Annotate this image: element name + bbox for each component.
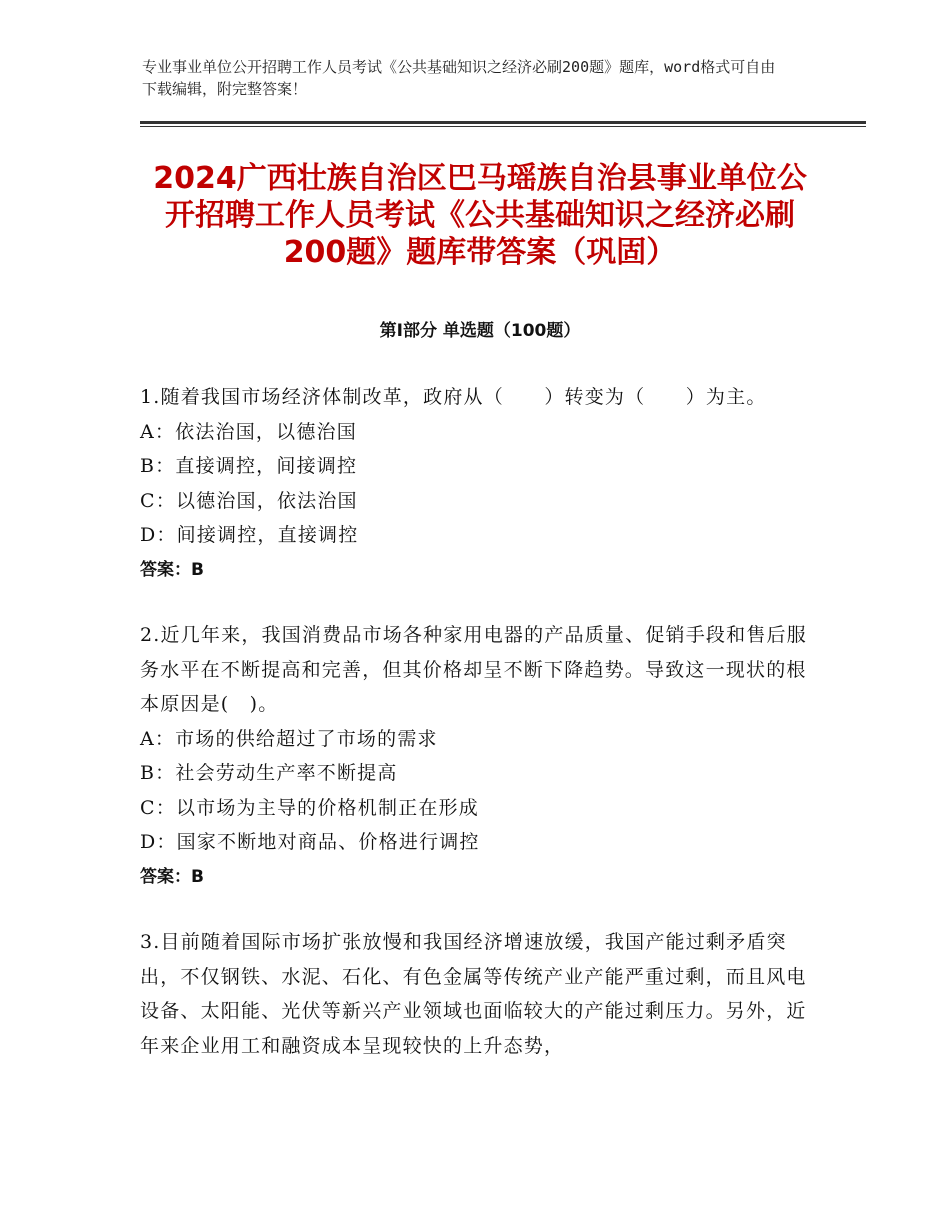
section-title: 第Ⅰ部分 单选题（100题） xyxy=(379,321,581,341)
question-stem: 3.目前随着国际市场扩张放慢和我国经济增速放缓，我国产能过剩矛盾突出，不仅钢铁、水泥、石化、有色金属等传统产业产能严重过剩，而且风电设备、太阳能、光伏等新兴产业领域也面临较大的产能过剩压力。另外，近年来企业用工和融资成本呈现较快的上升态势， xyxy=(140,931,807,1057)
question-2 xyxy=(140,618,820,894)
option-b: B：直接调控，间接调控 xyxy=(140,455,358,477)
header-divider-thick xyxy=(140,121,866,124)
option-b: B：社会劳动生产率不断提高 xyxy=(140,762,398,784)
answer: 答案：B xyxy=(140,866,204,887)
question-3 xyxy=(140,925,820,1063)
answer: 答案：B xyxy=(140,559,204,580)
option-c: C：以市场为主导的价格机制正在形成 xyxy=(140,796,479,819)
question-stem: 2.近几年来，我国消费品市场各种家用电器的产品质量、促销手段和售后服务水平在不断提高和完善，但其价格却呈不断下降趋势。导致这一现状的根本原因是( )。 xyxy=(140,624,807,715)
option-d: D：国家不断地对商品、价格进行调控 xyxy=(140,831,480,853)
option-a: A：市场的供给超过了市场的需求 xyxy=(140,727,438,750)
document-title: 2024广西壮族自治区巴马瑶族自治县事业单位公开招聘工作人员考试《公共基础知识之经济必刷200题》题库带答案（巩固） xyxy=(153,161,807,270)
question-stem: 1.随着我国市场经济体制改革，政府从（ ）转变为（ ）为主。 xyxy=(140,386,767,408)
header-note: 专业事业单位公开招聘工作人员考试《公共基础知识之经济必刷200题》题库，word格式可自由下载编辑，附完整答案！ xyxy=(142,58,776,98)
header-divider-thin xyxy=(140,126,866,127)
question-1 xyxy=(140,380,820,587)
question-list xyxy=(140,380,820,1094)
option-a: A：依法治国，以德治国 xyxy=(140,420,357,443)
option-d: D：间接调控，直接调控 xyxy=(140,524,359,546)
option-c: C：以德治国，依法治国 xyxy=(140,489,358,512)
